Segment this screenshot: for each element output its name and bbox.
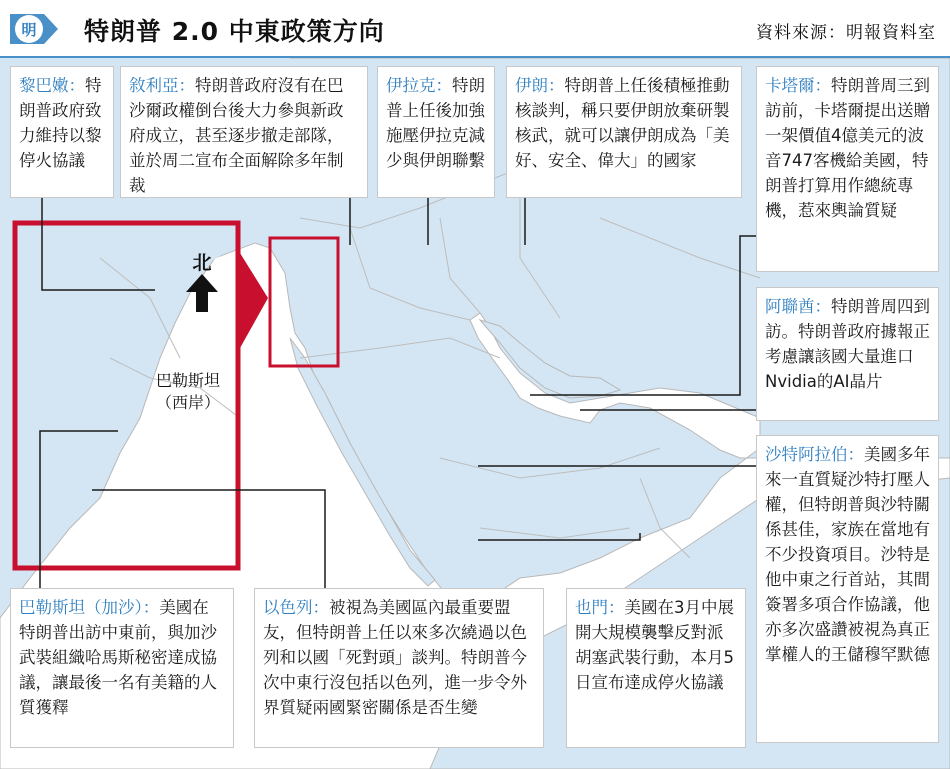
iraq-text: 特朗普上任後加強施壓伊拉克減少與伊朗聯繫 (386, 76, 485, 170)
yemen-name: 也門： (575, 598, 625, 617)
iran-name: 伊朗： (515, 76, 565, 95)
header (0, 0, 950, 58)
uae-name: 阿聯酋： (765, 297, 831, 316)
lebanon-box (10, 66, 114, 198)
israel-text: 被視為美國區內最重要盟友，但特朗普上任以來多次繞過以色列和以國「死對頭」談判。特朗普今次中東行沒包括以色列，進一步令外界質疑兩國緊密關係是否生變 (263, 598, 527, 717)
yemen-text: 美國在3月中展開大規模襲擊反對派胡塞武裝行動，本月5日宣布達成停火協議 (575, 598, 734, 692)
uae-text: 特朗普周四到訪。特朗普政府據報正考慮讓該國大量進口Nvidia的AI晶片 (765, 297, 930, 391)
gaza-box (10, 588, 234, 748)
iraq-box (377, 66, 495, 198)
saudi-box (756, 435, 939, 743)
north-arrow (182, 248, 222, 314)
west-bank-label (128, 370, 248, 414)
saudi-name: 沙特阿拉伯： (765, 445, 864, 464)
iran-box (506, 66, 742, 198)
syria-text: 特朗普政府沒有在巴沙爾政權倒台後大力參與新政府成立，甚至逐步撤走部隊，並於周二宣布全面解除多年制裁 (129, 76, 344, 195)
qatar-name: 卡塔爾： (765, 76, 831, 95)
iran-text: 特朗普上任後積極推動核談判，稱只要伊朗放棄研製核武，就可以讓伊朗成為「美好、安全、偉大」的國家 (515, 76, 730, 170)
west-bank-label-line1: 巴勒斯坦 (155, 371, 220, 390)
uae-box (756, 287, 939, 421)
qatar-box (756, 66, 939, 272)
north-label: 北 (192, 252, 212, 274)
israel-name: 以色列： (263, 598, 329, 617)
west-bank-label-line2: （西岸） (155, 393, 220, 412)
gaza-text: 美國在特朗普出訪中東前，與加沙武裝組織哈馬斯秘密達成協議，讓最後一名有美籍的人質獲釋 (19, 598, 217, 717)
logo-char: 明 (21, 21, 37, 39)
lebanon-text: 特朗普政府致力維持以黎停火協議 (19, 76, 102, 170)
yemen-box (566, 588, 746, 748)
syria-box (120, 66, 368, 198)
mingpao-logo (8, 10, 60, 48)
qatar-text: 特朗普周三到訪前，卡塔爾提出送贈一架價值4億美元的波音747客機給美國，特朗普打算用作總統專機，惹來輿論質疑 (765, 76, 930, 220)
syria-name: 敘利亞： (129, 76, 195, 95)
lebanon-name: 黎巴嫩： (19, 76, 85, 95)
saudi-text: 美國多年來一直質疑沙特打壓人權，但特朗普與沙特關係甚佳，家族在當地有不少投資項目。沙特是他中東之行首站，其間簽署多項合作協議，他亦多次盛讚被視為真正掌權人的王儲穆罕默德 (765, 445, 930, 664)
gaza-name: 巴勒斯坦（加沙）： (19, 598, 160, 617)
source-credit: 資料來源：明報資料室 (756, 23, 936, 43)
iraq-name: 伊拉克： (386, 76, 452, 95)
north-arrow-icon (182, 274, 222, 312)
page-title: 特朗普 2.0 中東政策方向 (84, 17, 385, 46)
israel-box (254, 588, 544, 748)
